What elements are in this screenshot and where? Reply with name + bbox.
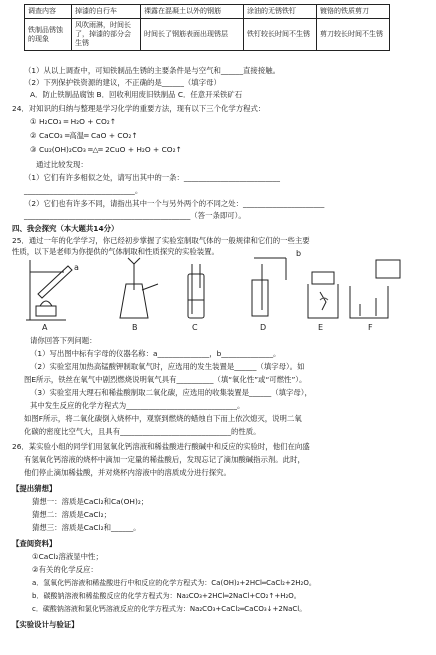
- table-cell: 风吹雨淋，时间长了，掉漆的部分会生锈: [72, 19, 141, 51]
- text-line: （1）从以上调查中，可知铁制品生锈的主要条件是与空气和______直接接触。: [24, 66, 280, 75]
- table-cell: 时间长了钢筋表面出现锈层: [141, 19, 244, 51]
- text-line: ②有关的化学反应：: [32, 565, 98, 574]
- table-cell: 涂油的无锈铁钉: [244, 5, 317, 19]
- text-line: 化碳的密度比空气大，且具有______________________________的性质。: [24, 427, 261, 436]
- text-line: 猜想三：溶质是CaCl₂和______。: [32, 523, 141, 532]
- label-A: A: [42, 323, 48, 332]
- label-B: B: [132, 323, 138, 332]
- text-line: 有氢氧化钙溶液的烧杯中滴加一定量的稀盐酸后，发现忘记了滴加酸碱指示剂。此时，: [24, 455, 305, 464]
- survey-table: [24, 4, 390, 51]
- text-line: 猜想二：溶质是CaCl₂；: [32, 510, 111, 519]
- text-line: 24．对知识的归纳与整理是学习化学的重要方法，现有以下三个化学方程式：: [12, 104, 266, 113]
- lab-apparatus-figure: [16, 244, 416, 332]
- equation-line: ① H₂CO₃ ═ H₂O + CO₂↑: [30, 117, 116, 126]
- text-line: ①CaCl₂溶液显中性；: [32, 552, 103, 561]
- text-line: ______________________________。: [24, 186, 143, 195]
- section-heading: 【实验设计与验证】: [12, 620, 79, 629]
- text-line: 猜想一：溶质是CaCl₂和Ca(OH)₂；: [32, 497, 149, 506]
- label-b: b: [296, 249, 302, 258]
- table-cell: 裸露在混凝土以外的钢筋: [141, 5, 244, 19]
- label-D: D: [260, 323, 267, 332]
- apparatus-b: [120, 258, 158, 318]
- apparatus-a: [26, 260, 72, 320]
- label-a: a: [74, 263, 79, 272]
- table-cell: 铁钉较长时间不生锈: [244, 19, 317, 51]
- section-heading: 【提出猜想】: [12, 484, 57, 493]
- text-line: （2）实验室用加热高锰酸钾制取氧气时，应选用的发生装置是______（填字母）。如: [30, 362, 305, 371]
- table-cell: 掉漆的自行车: [72, 5, 141, 19]
- text-line: 请你回答下列问题：: [30, 336, 97, 345]
- table-row: [25, 19, 390, 51]
- text-line: 其中发生反应的化学方程式为______________________________。: [30, 401, 245, 410]
- table-cell: 铁制品锈蚀的现象: [25, 19, 72, 51]
- text-line: （1）写出图中标有字母的仪器名称：a______________，b______________。: [30, 349, 281, 358]
- text-line: c．碳酸钠溶液和氯化钙溶液反应的化学方程式为：Na₂CO₃+CaCl₂═CaCO₃↓+2NaCl。: [32, 605, 307, 613]
- text-line: A．防止铁制品腐蚀 B．回收利用废旧铁制品 C．任意开采铁矿石: [30, 90, 243, 99]
- table-cell: 镀铬的铁质剪刀: [317, 5, 390, 19]
- text-line: b．碳酸钠溶液和稀盐酸反应的化学方程式为：Na₂CO₃+2HCl═2NaCl+CO₂↑+H₂O。: [32, 592, 301, 600]
- section-heading: 【查阅资料】: [12, 539, 57, 548]
- table-cell: 剪刀较长时间不生锈: [317, 19, 390, 51]
- apparatus-d: [252, 258, 286, 316]
- text-line: _____________________________________________（答一条即可）。: [24, 211, 246, 220]
- text-line: （2）下列保护铁资源的建议，不正确的是______（填字母）: [24, 78, 221, 87]
- text-line: 他们停止滴加稀盐酸，并对烧杯内溶液中的溶质成分进行探究。: [24, 468, 231, 477]
- equation-line: ③ Cu₂(OH)₂CO₃ ═△═ 2CuO + H₂O + CO₂↑: [30, 145, 182, 154]
- text-line: （1）它们有许多相似之处，请写出其中的一条：__________________________: [24, 173, 280, 182]
- section-heading: 四、我会探究（本大题共14分）: [12, 224, 119, 233]
- text-line: 25．通过一年的化学学习，你已经初步掌握了实验室制取气体的一般规律和它们的一些主要: [12, 236, 310, 245]
- text-line: 通过比较发现：: [36, 160, 88, 169]
- label-C: C: [192, 323, 198, 332]
- text-line: （3）实验室用大理石和稀盐酸制取二氧化碳，应选用的收集装置是______（填字母），: [30, 388, 312, 397]
- equation-line: ② CaCO₃ ═高温═ CaO + CO₂↑: [30, 131, 138, 140]
- apparatus-e: [308, 272, 338, 318]
- text-line: a．氢氧化钙溶液和稀盐酸进行中和反应的化学方程式为：Ca(OH)₂+2HCl═CaCl₂+2H₂O。: [32, 579, 316, 587]
- text-line: 性质，以下是老师为你提供的气体制取和性质探究的实验装置。: [12, 247, 219, 256]
- text-line: （2）它们也有许多不同，请指出其中一个与另外两个的不同之处：______________________: [24, 199, 325, 208]
- text-line: 如图F所示，将二氧化碳倒入烧杯中，观察到燃烧的蜡烛自下而上依次熄灭，说明二氧: [24, 414, 302, 423]
- table-row: [25, 5, 390, 19]
- label-E: E: [318, 323, 324, 332]
- text-line: 图E所示，铁丝在氧气中剧烈燃烧说明氧气具有__________（填“氧化性”或“可燃性”）。: [24, 375, 307, 384]
- apparatus-f: [350, 260, 400, 318]
- table-cell: 调查内容: [25, 5, 72, 19]
- label-F: F: [368, 323, 373, 332]
- text-line: 26．某实验小组的同学们用氢氧化钙溶液和稀盐酸进行酸碱中和反应的实验时，他们在向盛: [12, 442, 310, 451]
- apparatus-c: [188, 264, 204, 318]
